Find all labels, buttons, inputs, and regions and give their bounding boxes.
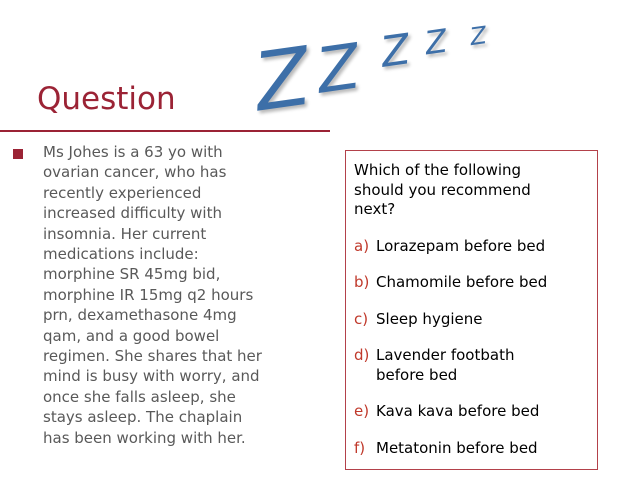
title-underline: [0, 130, 330, 132]
option-text: Chamomile before bed: [376, 273, 548, 291]
zzz-letter: Z: [422, 21, 450, 63]
answer-option-f: [354, 439, 591, 459]
slide-title: Question: [37, 81, 176, 117]
zzz-letter: Z: [312, 29, 365, 108]
option-text: Metatonin before bed: [376, 438, 538, 457]
option-letter: e): [354, 402, 370, 420]
option-text: Sleep hygiene: [376, 309, 483, 328]
sleep-zzz-graphic: [248, 10, 525, 130]
answer-option-d: [354, 346, 591, 385]
option-letter: f): [354, 438, 366, 457]
square-bullet-icon: [13, 149, 23, 159]
zzz-letter: Z: [248, 29, 316, 130]
option-letter: b): [354, 273, 370, 291]
answer-option-e: [354, 402, 591, 422]
case-description: Ms Johes is a 63 yo with ovarian cancer, who has recently experienced increased difficulty with insomnia. Her current medications include: morphine SR 45mg bid, morphine IR 15mg q2 hours prn, dexamethasone 4mg qam, and a good bowel regimen. She shares that her mind is busy with worry, and once she falls asleep, she stays asleep. The chaplain has been working with her.: [43, 143, 262, 447]
question-box: [345, 150, 598, 470]
answer-option-a: [354, 237, 591, 257]
option-letter: c): [354, 309, 369, 328]
option-letter: d): [354, 346, 370, 364]
question-prompt: Which of the following should you recommend next?: [354, 161, 531, 218]
zzz-letter: Z: [468, 20, 489, 52]
zzz-letter: Z: [377, 24, 413, 77]
answer-option-c: [354, 310, 591, 330]
option-text: Lavender footbath before bed: [376, 346, 515, 384]
option-letter: a): [354, 236, 370, 255]
option-text: Lorazepam before bed: [376, 236, 546, 255]
option-text: Kava kava before bed: [376, 402, 540, 420]
answer-option-b: [354, 273, 591, 293]
